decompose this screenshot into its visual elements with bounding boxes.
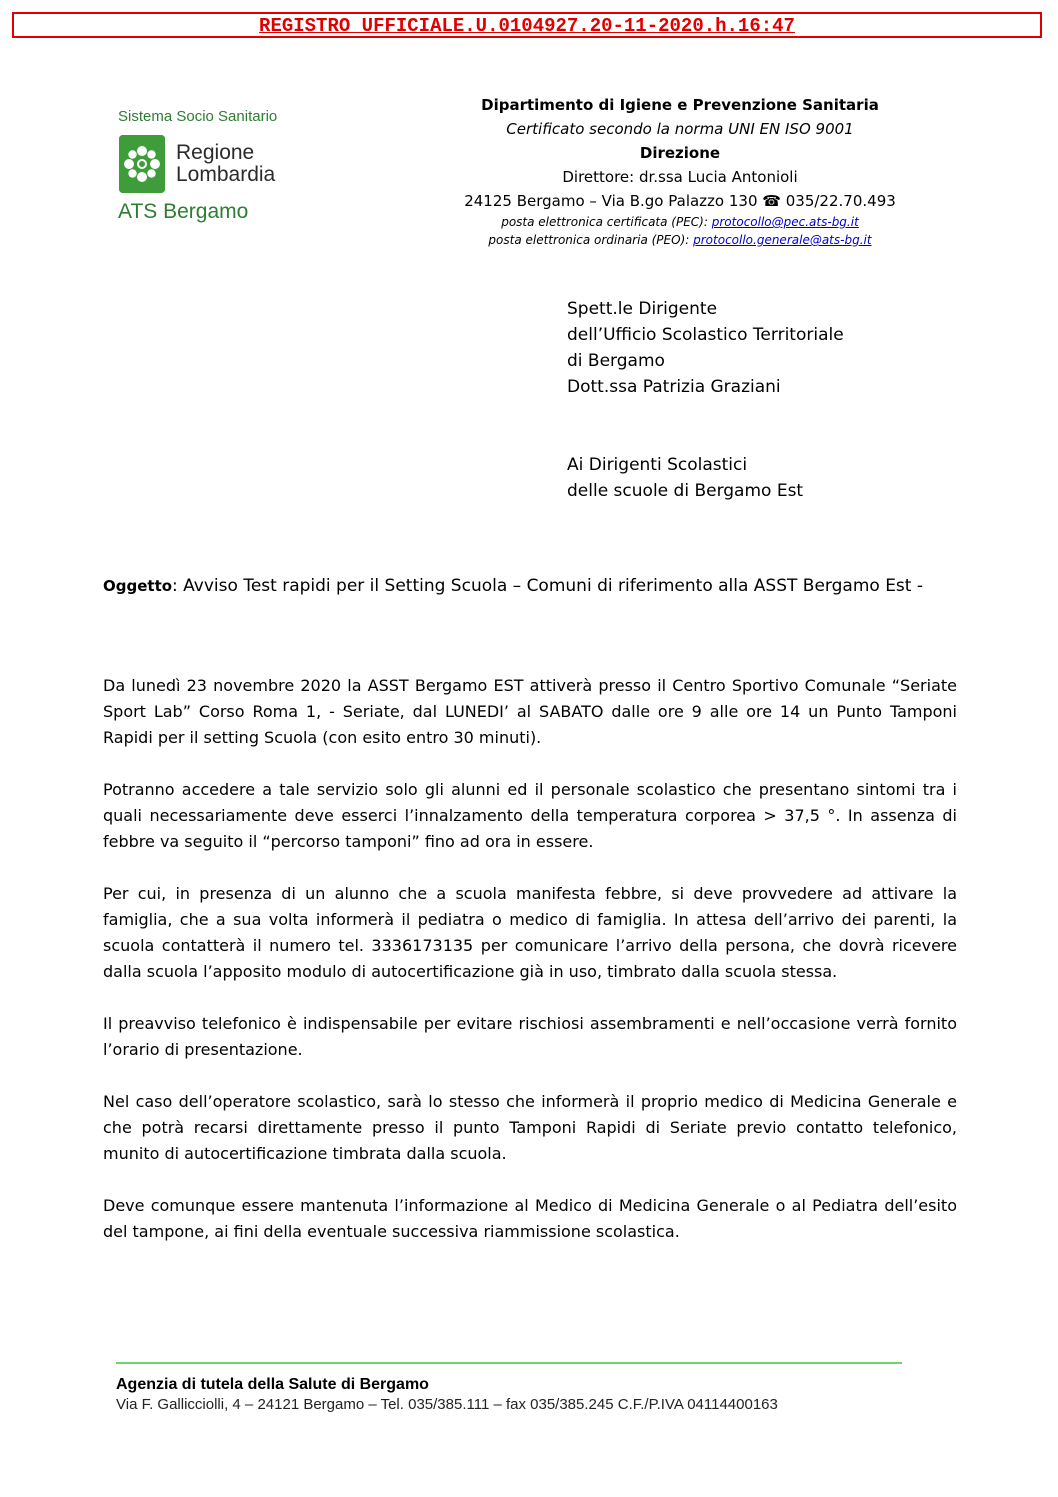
recipient1-line4: Dott.ssa Patrizia Graziani (567, 377, 781, 397)
recipient1-line2: dell’Ufficio Scolastico Territoriale (567, 325, 844, 345)
logo-top-text: Sistema Socio Sanitario (118, 108, 278, 125)
address-line (400, 189, 960, 213)
subject-text: : Avviso Test rapidi per il Setting Scuola – Comuni di riferimento alla ASST Bergamo Est - (172, 576, 923, 596)
subject-line (103, 576, 923, 596)
recipient2-line1: Ai Dirigenti Scolastici (567, 455, 748, 475)
ats-bergamo-logo (118, 108, 318, 238)
recipient-block-2 (567, 452, 987, 504)
paragraph: Il preavviso telefonico è indispensabile per evitare rischiosi assembramenti e nell’occasione verrà fornito l’orario di presentazione. (103, 1014, 957, 1059)
letter-body (103, 673, 957, 1271)
logo-region-name (176, 142, 275, 186)
recipient2-line2: delle scuole di Bergamo Est (567, 481, 804, 501)
pec-line (400, 213, 960, 231)
recipient-block-1 (567, 296, 987, 400)
director-line: Direttore: dr.ssa Lucia Antonioli (562, 168, 798, 186)
paragraph: Deve comunque essere mantenuta l’informazione al Medico di Medicina Generale o al Pediatra dell’esito del tampone, ai fini della eventuale successiva riammissione scolastica. (103, 1196, 957, 1241)
logo-name-line1: Regione (176, 141, 255, 164)
logo-bottom-text: ATS Bergamo (118, 200, 249, 223)
paragraph: Per cui, in presenza di un alunno che a scuola manifesta febbre, si deve provvedere ad attivare la famiglia, che a sua volta informerà il pediatra o medico di famiglia. In attesa dell’arrivo dei parenti, la scuola contatterà il numero tel. 3336173135 per comunicare l’arrivo della persona, che dovrà ricevere dalla scuola l’apposito modulo di autocertificazione già in uso, timbrato dalla scuola stessa. (103, 884, 957, 981)
paragraph: Nel caso dell’operatore scolastico, sarà lo stesso che informerà il proprio medico di Medicina Generale e che potrà recarsi direttamente presso il punto Tamponi Rapidi di Seriate previo contatto telefonico, munito di autocertificazione timbrata dalla scuola. (103, 1092, 957, 1163)
subject-label: Oggetto (103, 577, 173, 595)
footer-address: Via F. Gallicciolli, 4 – 24121 Bergamo – Tel. 035/385.111 – fax 035/385.245 C.F./P.IVA 04114400163 (116, 1396, 778, 1413)
footer-divider (116, 1362, 902, 1364)
address-text: 24125 Bergamo – Via B.go Palazzo 130 (464, 192, 758, 210)
footer-agency-name: Agenzia di tutela della Salute di Bergamo (116, 1376, 429, 1393)
lombardy-rose-icon (119, 135, 165, 193)
peo-email-link[interactable]: protocollo.generale@ats-bg.it (693, 233, 872, 247)
direction-heading: Direzione (639, 144, 721, 162)
department-name: Dipartimento di Igiene e Prevenzione Sanitaria (481, 96, 879, 114)
paragraph: Potranno accedere a tale servizio solo gli alunni ed il personale scolastico che presentano sintomi tra i quali necessariamente deve esserci l’innalzamento della temperatura corporea > 37,5 °. In assenza di febbre va seguito il “percorso tamponi” fino ad ora in essere. (103, 780, 957, 851)
logo-name-line2: Lombardia (176, 163, 276, 186)
recipient1-line1: Spett.le Dirigente (567, 299, 718, 319)
paragraph: Da lunedì 23 novembre 2020 la ASST Bergamo EST attiverà presso il Centro Sportivo Comunale “Seriate Sport Lab” Corso Roma 1, - Seriate, dal LUNEDI’ al SABATO dalle ore 9 alle ore 14 un Punto Tamponi Rapidi per il setting Scuola (con esito entro 30 minuti). (103, 676, 957, 747)
phone-number: 035/22.70.493 (785, 192, 896, 210)
protocol-stamp: REGISTRO UFFICIALE.U.0104927.20-11-2020.h.16:47 (12, 12, 1042, 38)
pec-label: posta elettronica certificata (PEC): (501, 215, 708, 229)
letterhead (400, 93, 960, 249)
recipient1-line3: di Bergamo (567, 351, 665, 371)
pec-email-link[interactable]: protocollo@pec.ats-bg.it (711, 215, 859, 229)
phone-icon: ☎ (762, 192, 781, 210)
certification-line: Certificato secondo la norma UNI EN ISO 9001 (506, 120, 854, 138)
peo-label: posta elettronica ordinaria (PEO): (488, 233, 690, 247)
peo-line (400, 231, 960, 249)
